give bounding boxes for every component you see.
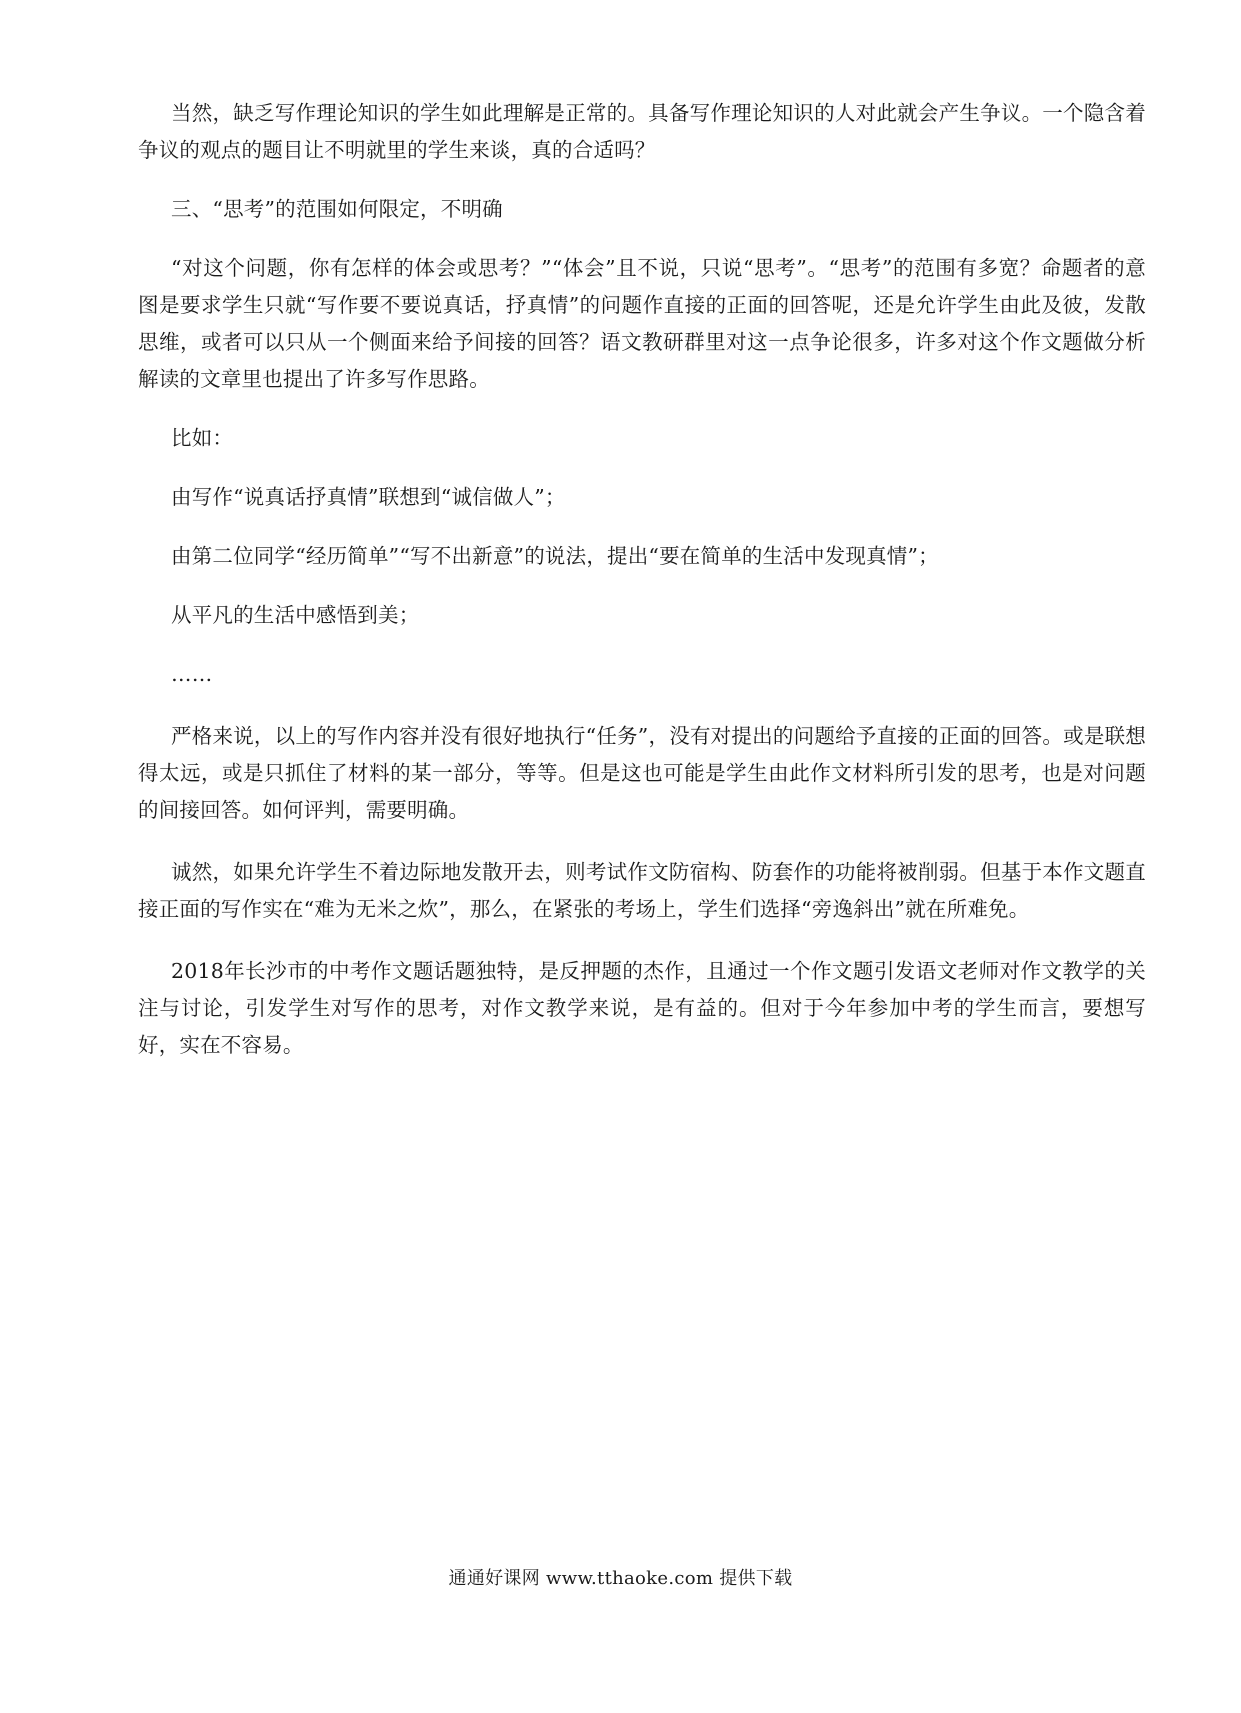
paragraph: 严格来说，以上的写作内容并没有很好地执行“任务”，没有对提出的问题给予直接的正面的回答。或是联想得太远，或是只抓住了材料的某一部分，等等。但是这也可能是学生由此作文材料所引发的思考，也是对问题的间接回答。如何评判，需要明确。 — [138, 724, 1146, 822]
ellipsis: …… — [171, 662, 213, 686]
paragraph: 2018年长沙市的中考作文题话题独特，是反押题的杰作，且通过一个作文题引发语文老师对作文教学的关注与讨论，引发学生对写作的思考，对作文教学来说，是有益的。但对于今年参加中考的学生而言，要想写好，实在不容易。 — [138, 959, 1146, 1057]
paragraph: “对这个问题，你有怎样的体会或思考？”“体会”且不说，只说“思考”。“思考”的范围有多宽？命题者的意图是要求学生只就“写作要不要说真话，抒真情”的问题作直接的正面的回答呢，还是允许学生由此及彼，发散思维，或者可以只从一个侧面来给予间接的回答？语文教研群里对这一点争论很多，许多对这个作文题做分析解读的文章里也提出了许多写作思路。 — [138, 256, 1146, 391]
paragraph: 当然，缺乏写作理论知识的学生如此理解是正常的。具备写作理论知识的人对此就会产生争议。一个隐含着争议的观点的题目让不明就里的学生来谈，真的合适吗？ — [138, 101, 1146, 162]
list-item: 由第二位同学“经历简单”“写不出新意”的说法，提出“要在简单的生活中发现真情”； — [171, 544, 939, 568]
paragraph: 诚然，如果允许学生不着边际地发散开去，则考试作文防宿构、防套作的功能将被削弱。但基于本作文题直接正面的写作实在“难为无米之炊”，那么，在紧张的考场上，学生们选择“旁逸斜出”就在所难免。 — [138, 860, 1146, 921]
article-body — [138, 95, 1146, 1064]
paragraph: 比如： — [171, 426, 234, 450]
footer-text: 通通好课网 www.tthaoke.com 提供下载 — [448, 1568, 793, 1589]
list-item: 由写作“说真话抒真情”联想到“诚信做人”； — [171, 485, 566, 509]
section-heading: 三、“思考”的范围如何限定，不明确 — [171, 197, 503, 221]
list-item: 从平凡的生活中感悟到美； — [171, 603, 420, 627]
